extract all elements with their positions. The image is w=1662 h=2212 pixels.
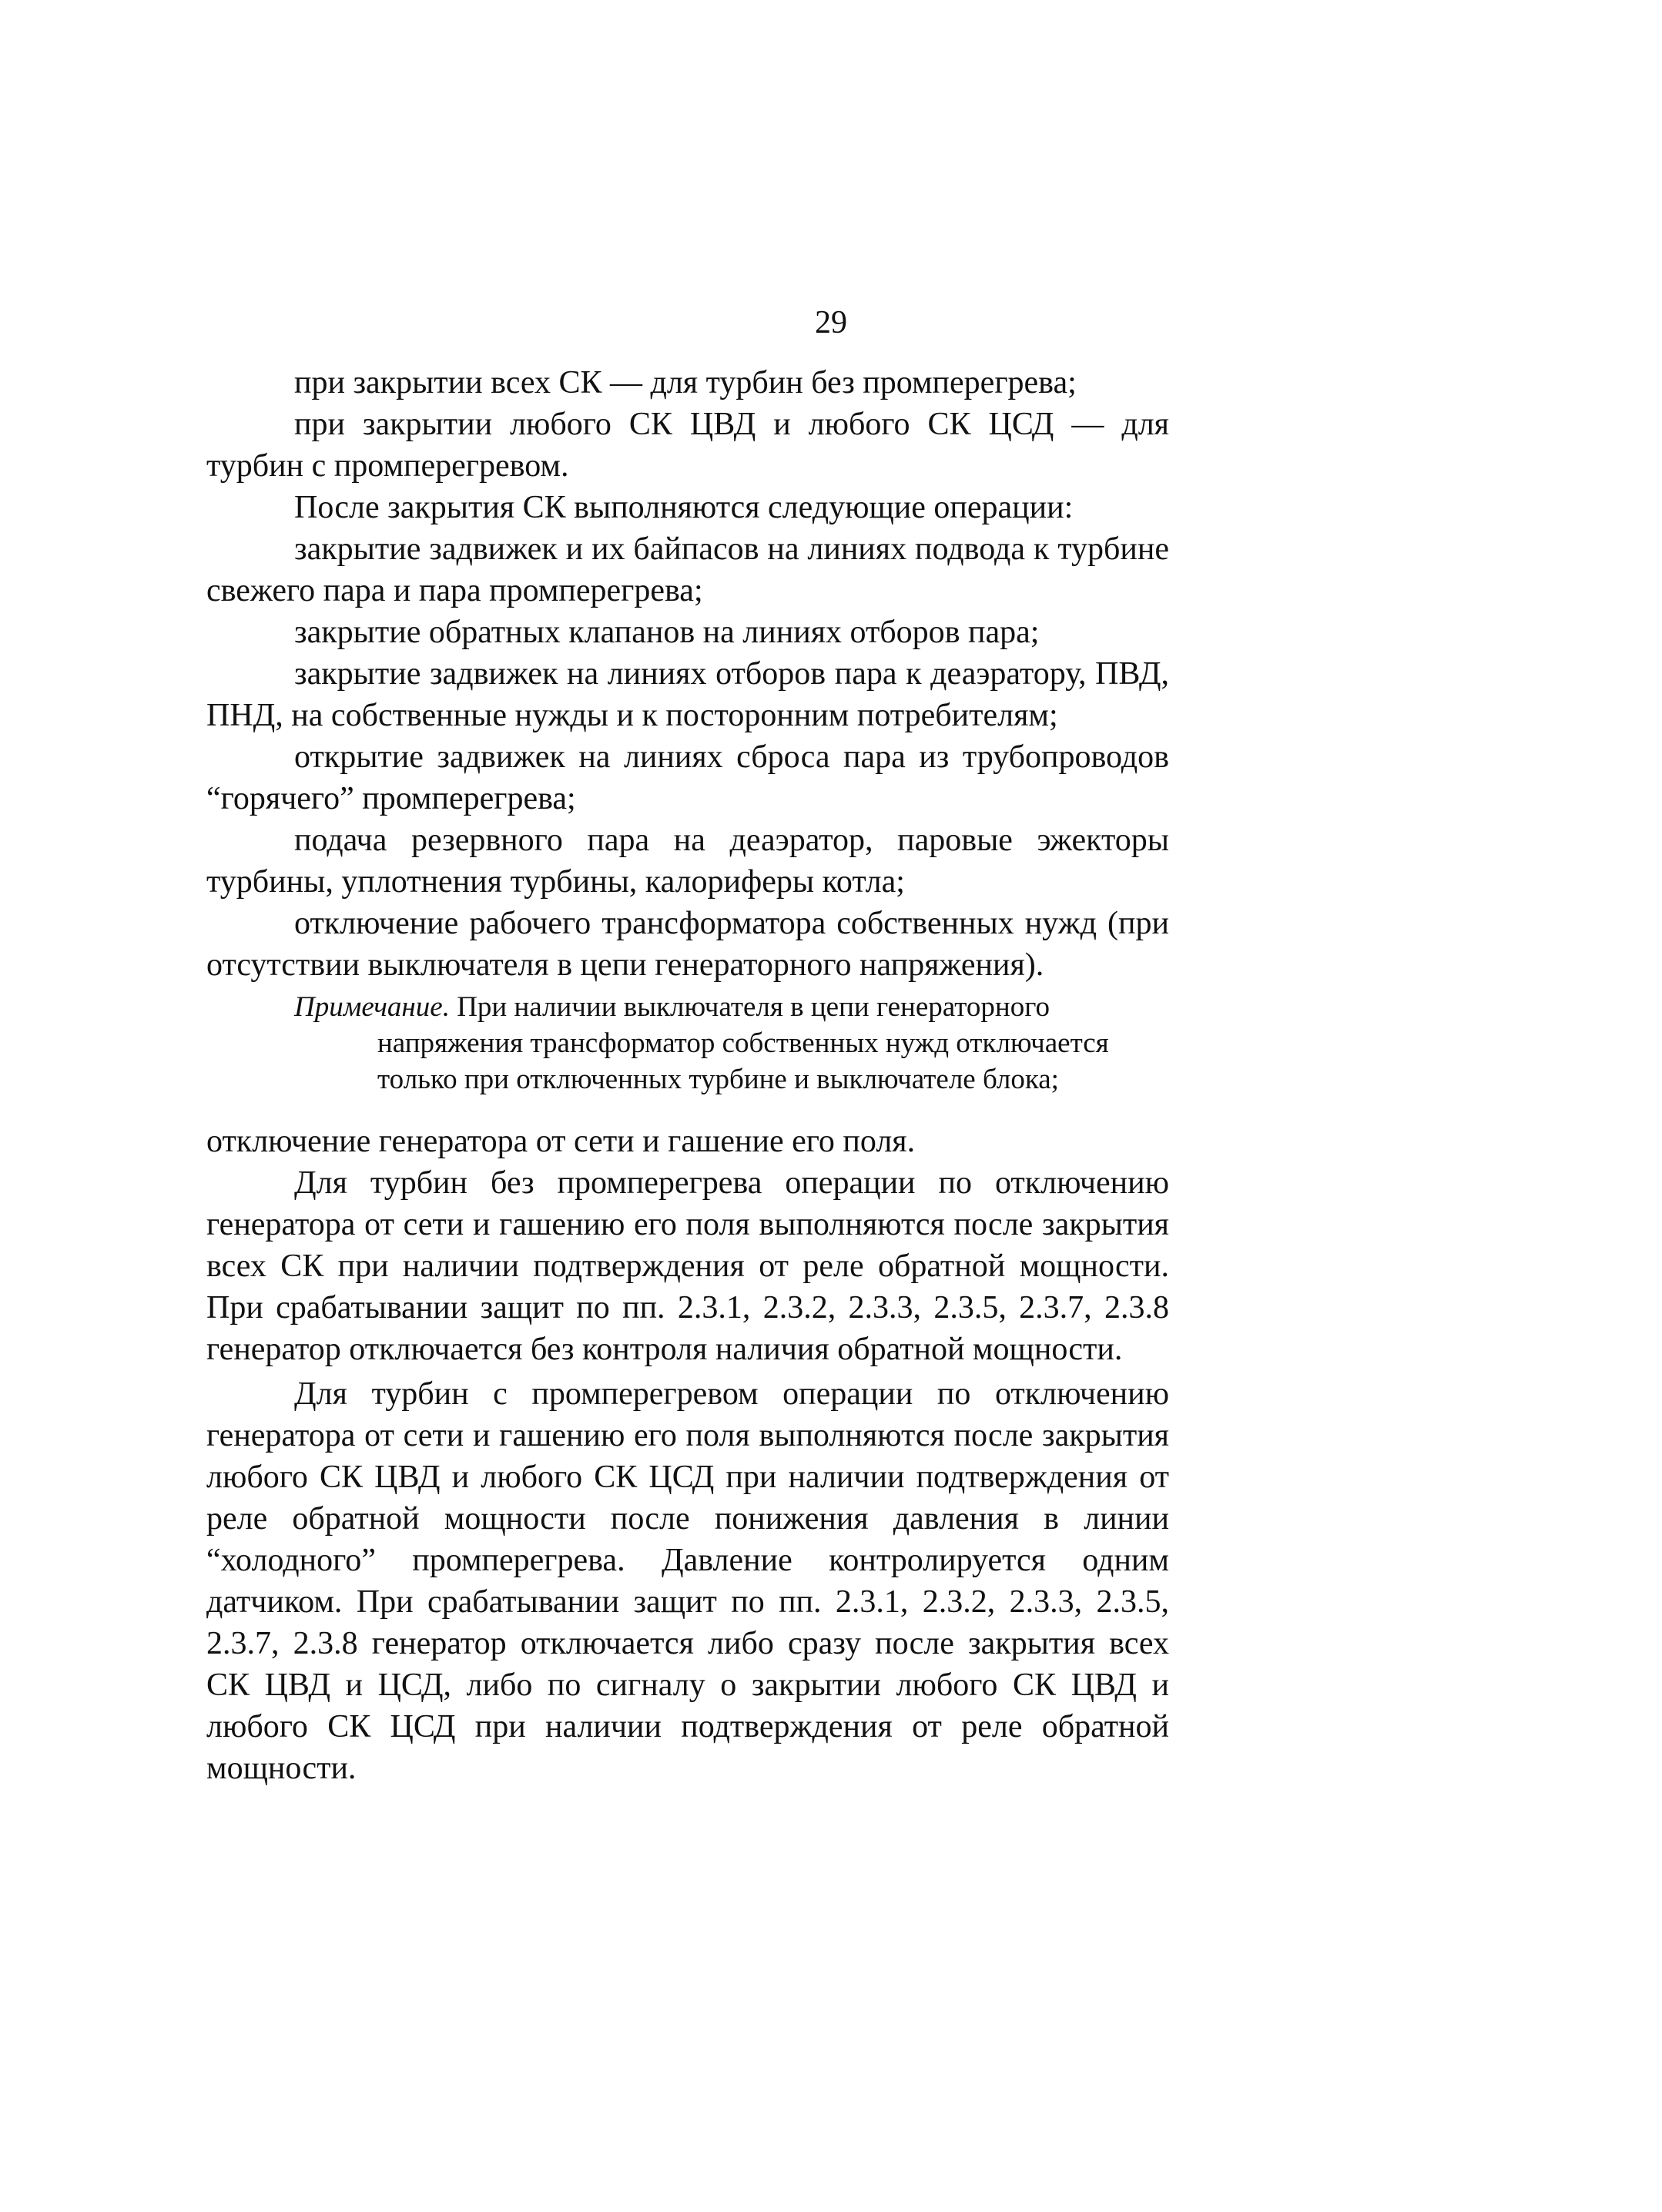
paragraph: После закрытия СК выполняются следующие операции: — [294, 490, 1074, 525]
note-first-line — [206, 989, 1169, 1025]
paragraph: отключение генератора от сети и гашение его поля. — [206, 1124, 916, 1159]
paragraph: отключение рабочего трансформатора собственных нужд (при отсутствии выключателя в цепи генераторного напряжения). — [206, 906, 1169, 983]
note-line-2: напряжения трансформатор собственных нужд отключается — [377, 1027, 1109, 1059]
paragraph: закрытие обратных клапанов на линиях отборов пара; — [294, 615, 1040, 650]
note-block — [206, 989, 1169, 1098]
document-body — [206, 362, 1169, 1789]
note-label: Примечание. — [294, 991, 450, 1023]
note-line-3: только при отключенных турбине и выключателе блока; — [377, 1064, 1059, 1095]
paragraph: Для турбин с промперегревом операции по отключению генератора от сети и гашению его поля выполняются после закрытия любого СК ЦВД и любого СК ЦСД при наличии подтверждения от реле обратной мощности после понижения давления в линии “холодного” промперегрева. Давление контролируется одним датчиком. При срабатывании защит по пп. 2.3.1, 2.3.2, 2.3.3, 2.3.5, 2.3.7, 2.3.8 генератор отключается либо сразу после закрытия всех СК ЦВД и ЦСД, либо по сигналу о закрытии любого СК ЦВД и любого СК ЦСД при наличии подтверждения от реле обратной мощности. — [206, 1376, 1169, 1786]
paragraph: подача резервного пара на деаэратор, паровые эжекторы турбины, уплотнения турбины, калориферы котла; — [206, 823, 1169, 900]
paragraph: закрытие задвижек на линиях отборов пара к деаэратору, ПВД, ПНД, на собственные нужды и к посторонним потребителям; — [206, 656, 1169, 733]
paragraph: открытие задвижек на линиях сброса пара из трубопроводов “горячего” промперегрева; — [206, 739, 1169, 816]
paragraph: Для турбин без промперегрева операции по отключению генератора от сети и гашению его поля выполняются после закрытия всех СК при наличии подтверждения от реле обратной мощности. При срабатывании защит по пп. 2.3.1, 2.3.2, 2.3.3, 2.3.5, 2.3.7, 2.3.8 генератор отключается без контроля наличия обратной мощности. — [206, 1165, 1169, 1367]
paragraph: при закрытии любого СК ЦВД и любого СК ЦСД — для турбин с промперегревом. — [206, 407, 1169, 484]
paragraph: при закрытии всех СК — для турбин без промперегрева; — [294, 365, 1077, 401]
paragraph: закрытие задвижек и их байпасов на линиях подвода к турбине свежего пара и пара промперегрева; — [206, 531, 1169, 608]
note-line-1: При наличии выключателя в цепи генераторного — [457, 991, 1050, 1023]
page-number: 29 — [815, 305, 847, 340]
